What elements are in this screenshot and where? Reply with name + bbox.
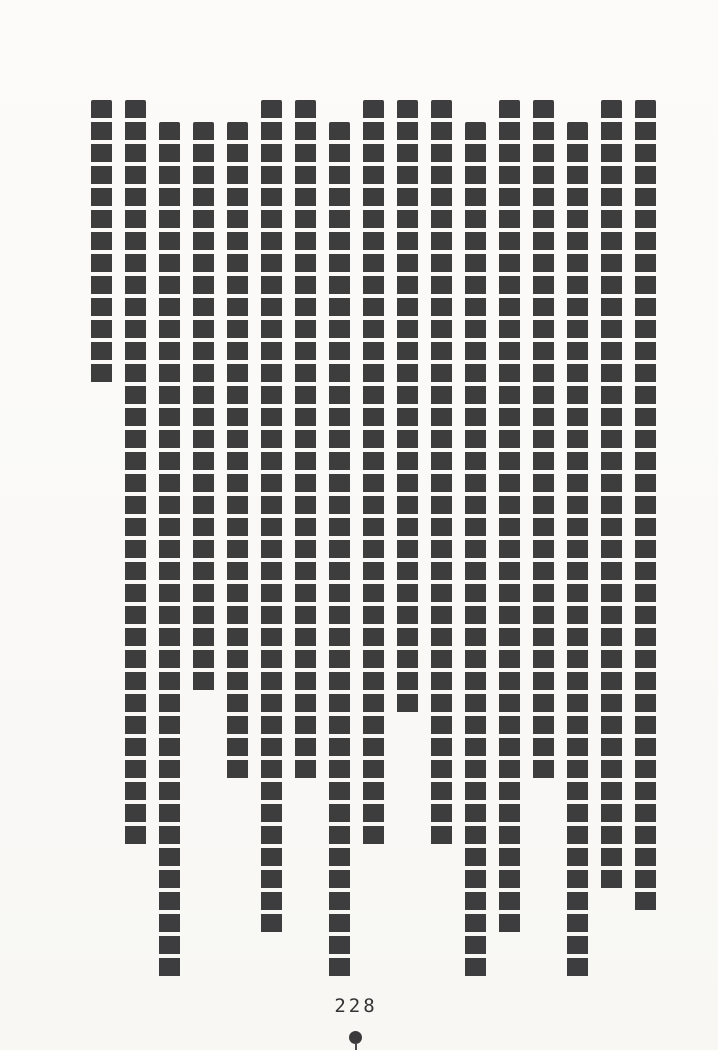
page-number: 228 (334, 995, 378, 1017)
text-column (567, 122, 588, 980)
text-column (601, 100, 622, 892)
text-column (125, 100, 146, 848)
text-column (499, 100, 520, 936)
text-column (465, 122, 486, 980)
text-column (363, 100, 384, 848)
text-column (193, 122, 214, 694)
text-column (261, 100, 282, 936)
text-column (431, 100, 452, 848)
text-block (91, 100, 656, 980)
text-column (329, 122, 350, 980)
text-column (397, 100, 418, 716)
binding-mark (349, 1031, 362, 1050)
text-column (159, 122, 180, 980)
binding-mark-stem (355, 1043, 357, 1050)
text-column (227, 122, 248, 782)
text-column (635, 100, 656, 914)
text-column (533, 100, 554, 782)
text-column (91, 100, 112, 386)
text-column (295, 100, 316, 782)
